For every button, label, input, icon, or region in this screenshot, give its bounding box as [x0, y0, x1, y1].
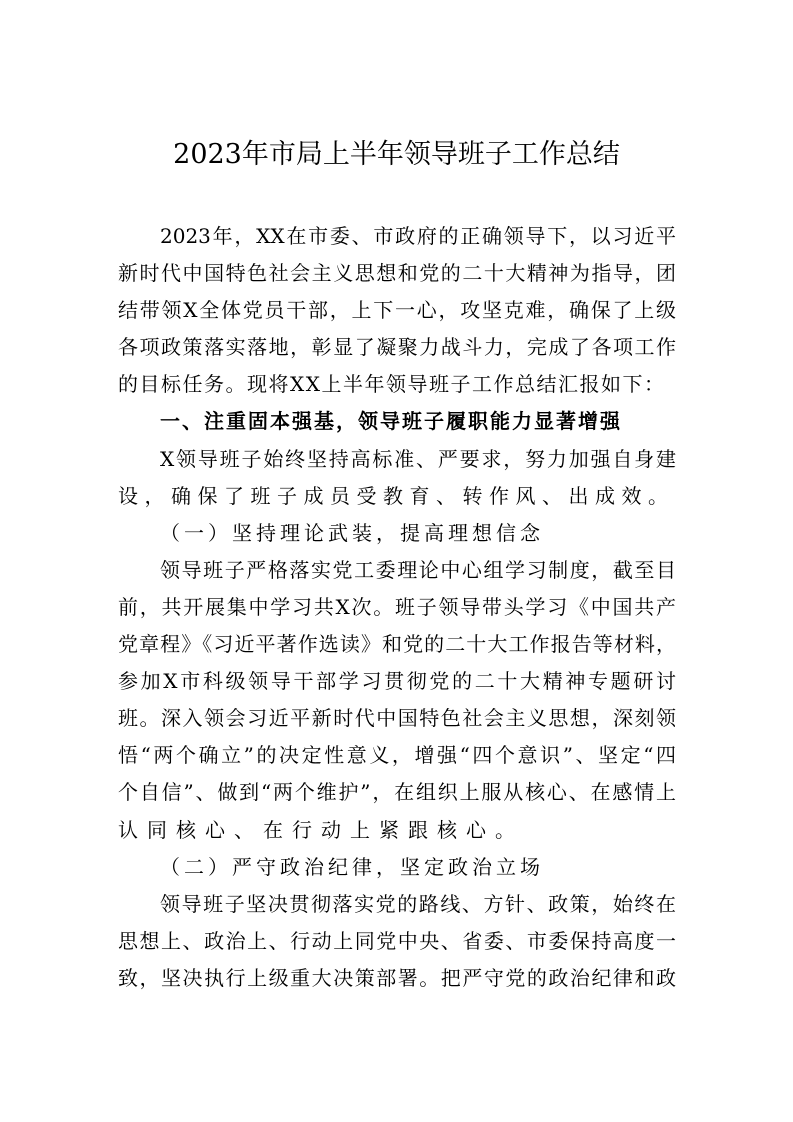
paragraph — [118, 441, 676, 515]
text-line: （二）严守政治纪律，坚定政治立场 — [160, 854, 544, 879]
text-line: 致，坚决执行上级重大决策部署。把严守党的政治纪律和政 — [118, 965, 676, 990]
text-line: 领导班子坚决贯彻落实党的路线、方针、政策，始终在 — [160, 891, 676, 916]
paragraph — [118, 218, 676, 403]
subsection-heading — [118, 849, 676, 886]
text-line: X领导班子始终坚持高标准、严要求，努力加强自身建 — [160, 446, 676, 471]
text-line: 个自信”、做到“两个维护”，在组织上服从核心、在感情上 — [118, 780, 676, 805]
text-line: 悟“两个确立”的决定性意义，增强“四个意识”、坚定“四 — [118, 743, 676, 768]
subsection-heading — [118, 515, 676, 552]
paragraph — [118, 552, 676, 849]
document-body — [118, 218, 676, 997]
text-line: 思想上、政治上、行动上同党中央、省委、市委保持高度一 — [118, 928, 676, 953]
text-line: 的目标任务。现将XX上半年领导班子工作总结汇报如下： — [118, 372, 666, 397]
text-line: 设，确保了班子成员受教育、转作风、出成效。 — [118, 483, 675, 508]
text-line: 认同核心、在行动上紧跟核心。 — [118, 817, 524, 842]
text-line: 新时代中国特色社会主义思想和党的二十大精神为指导，团 — [118, 261, 676, 286]
text-line: （一）坚持理论武装，提高理想信念 — [160, 520, 544, 545]
text-line: 班。深入领会习近平新时代中国特色社会主义思想，深刻领 — [118, 706, 676, 731]
text-line: 一、注重固本强基，领导班子履职能力显著增强 — [160, 409, 622, 434]
text-line: 党章程》《习近平著作选读》和党的二十大工作报告等材料， — [118, 632, 676, 657]
text-line: 2023年，XX在市委、市政府的正确领导下，以习近平 — [160, 224, 676, 248]
text-line: 结带领X全体党员干部，上下一心，攻坚克难，确保了上级 — [118, 298, 676, 323]
text-line: 领导班子严格落实党工委理论中心组学习制度，截至目 — [160, 557, 676, 582]
text-line: 各项政策落实落地，彰显了凝聚力战斗力，完成了各项工作 — [118, 335, 676, 360]
section-heading — [118, 403, 676, 440]
text-line: 参加X市科级领导干部学习贯彻党的二十大精神专题研讨 — [118, 669, 676, 694]
text-line: 前，共开展集中学习共X次。班子领导带头学习《中国共产 — [118, 594, 676, 619]
paragraph — [118, 886, 676, 997]
document-title: 2023年市局上半年领导班子工作总结 — [173, 139, 620, 170]
